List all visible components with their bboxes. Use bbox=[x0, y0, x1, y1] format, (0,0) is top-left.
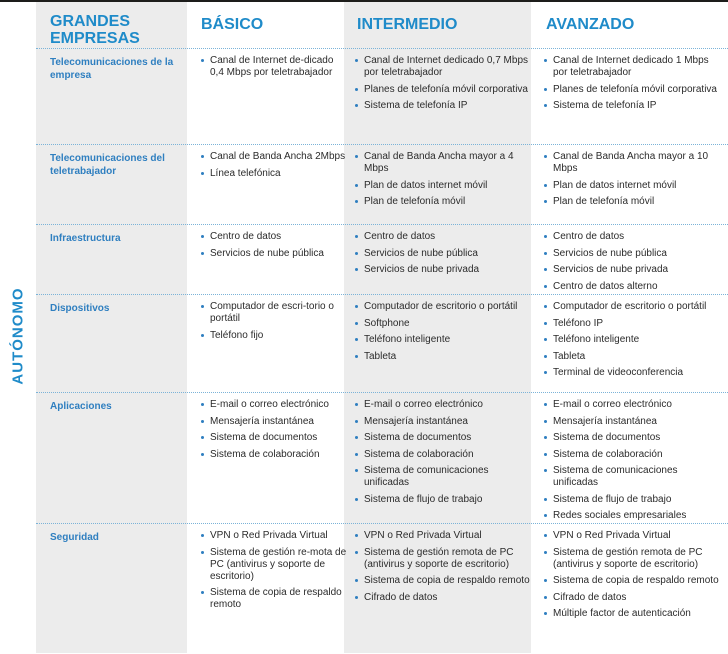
list-item: Múltiple factor de autenticación bbox=[543, 608, 721, 620]
list-item: Redes sociales empresariales bbox=[543, 510, 721, 522]
list-item: Tableta bbox=[543, 351, 721, 363]
list-item: Plan de telefonía móvil bbox=[543, 196, 721, 208]
list-item: Mensajería instantánea bbox=[200, 416, 348, 428]
header-avanzado: AVANZADO bbox=[546, 16, 635, 33]
list-item: E-mail o correo electrónico bbox=[543, 399, 721, 411]
list-item: Teléfono inteligente bbox=[354, 334, 532, 346]
avanzado-list bbox=[543, 301, 721, 384]
avanzado-list bbox=[543, 399, 721, 527]
list-item: E-mail o correo electrónico bbox=[354, 399, 532, 411]
avanzado-list bbox=[543, 231, 721, 297]
basico-list bbox=[200, 399, 348, 465]
intermedio-list bbox=[354, 231, 532, 281]
list-item: Servicios de nube pública bbox=[543, 248, 721, 260]
list-item: Planes de telefonía móvil corporativa bbox=[354, 84, 532, 96]
list-item: Computador de escritorio o portátil bbox=[543, 301, 721, 313]
list-item: Sistema de colaboración bbox=[543, 449, 721, 461]
list-item: Sistema de flujo de trabajo bbox=[354, 494, 532, 506]
avanzado-list bbox=[543, 151, 721, 213]
list-item: Computador de escri-torio o portátil bbox=[200, 301, 348, 325]
list-item: Centro de datos bbox=[354, 231, 532, 243]
header-intermedio: INTERMEDIO bbox=[357, 16, 458, 33]
list-item: Tableta bbox=[354, 351, 532, 363]
list-item: Línea telefónica bbox=[200, 168, 348, 180]
list-item: Centro de datos bbox=[543, 231, 721, 243]
row-category: Telecomunicaciones de la empresa bbox=[50, 57, 174, 81]
list-item: Servicios de nube privada bbox=[354, 264, 532, 276]
avanzado-list bbox=[543, 55, 721, 117]
basico-list bbox=[200, 301, 348, 346]
list-item: Sistema de copia de respaldo remoto bbox=[200, 587, 348, 611]
list-item: Plan de telefonía móvil bbox=[354, 196, 532, 208]
list-item: VPN o Red Privada Virtual bbox=[354, 530, 532, 542]
list-item: Canal de Internet dedicado 1 Mbps por teletrabajador bbox=[543, 55, 721, 79]
list-item: Mensajería instantánea bbox=[543, 416, 721, 428]
list-item: Servicios de nube pública bbox=[200, 248, 348, 260]
intermedio-list bbox=[354, 530, 532, 608]
list-item: Computador de escritorio o portátil bbox=[354, 301, 532, 313]
row-category: Seguridad bbox=[50, 532, 99, 543]
list-item: Softphone bbox=[354, 318, 532, 330]
row-category: Telecomunicaciones del teletrabajador bbox=[50, 153, 165, 177]
table-row-telecom-teletrabajador bbox=[36, 144, 728, 225]
row-category: Aplicaciones bbox=[50, 401, 112, 412]
list-item: Teléfono IP bbox=[543, 318, 721, 330]
list-item: Sistema de colaboración bbox=[354, 449, 532, 461]
avanzado-list bbox=[543, 530, 721, 625]
list-item: Cifrado de datos bbox=[543, 592, 721, 604]
list-item: Plan de datos internet móvil bbox=[543, 180, 721, 192]
list-item: Plan de datos internet móvil bbox=[354, 180, 532, 192]
list-item: Centro de datos alterno bbox=[543, 281, 721, 293]
basico-list bbox=[200, 530, 348, 616]
list-item: Sistema de documentos bbox=[200, 432, 348, 444]
row-category: Dispositivos bbox=[50, 303, 110, 314]
list-item: Sistema de gestión re-mota de PC (antivirus y soporte de escritorio) bbox=[200, 547, 348, 583]
table-row-telecom-empresa bbox=[36, 48, 728, 145]
list-item: Sistema de comunicaciones unificadas bbox=[543, 465, 721, 489]
list-item: Canal de Banda Ancha 2Mbps bbox=[200, 151, 348, 163]
list-item: Sistema de documentos bbox=[543, 432, 721, 444]
list-item: Sistema de gestión remota de PC (antivirus y soporte de escritorio) bbox=[354, 547, 532, 571]
list-item: Canal de Internet de-dicado 0,4 Mbps por teletrabajador bbox=[200, 55, 348, 79]
basico-list bbox=[200, 55, 348, 84]
list-item: E-mail o correo electrónico bbox=[200, 399, 348, 411]
list-item: Sistema de gestión remota de PC (antivirus y soporte de escritorio) bbox=[543, 547, 721, 571]
list-item: Cifrado de datos bbox=[354, 592, 532, 604]
table-row-seguridad bbox=[36, 523, 728, 654]
list-item: Sistema de copia de respaldo remoto bbox=[543, 575, 721, 587]
intermedio-list bbox=[354, 301, 532, 367]
list-item: Servicios de nube privada bbox=[543, 264, 721, 276]
list-item: Planes de telefonía móvil corporativa bbox=[543, 84, 721, 96]
header-basico: BÁSICO bbox=[201, 16, 264, 33]
list-item: Sistema de documentos bbox=[354, 432, 532, 444]
list-item: Canal de Banda Ancha mayor a 4 Mbps bbox=[354, 151, 532, 175]
list-item: Centro de datos bbox=[200, 231, 348, 243]
list-item: VPN o Red Privada Virtual bbox=[200, 530, 348, 542]
intermedio-list bbox=[354, 399, 532, 510]
list-item: Sistema de comunicaciones unificadas bbox=[354, 465, 532, 489]
header-grandes-empresas: GRANDES EMPRESAS bbox=[50, 13, 140, 47]
row-category: Infraestructura bbox=[50, 233, 121, 244]
table-row-aplicaciones bbox=[36, 392, 728, 524]
list-item: Sistema de telefonía IP bbox=[543, 100, 721, 112]
list-item: Teléfono inteligente bbox=[543, 334, 721, 346]
table-header bbox=[36, 2, 728, 48]
list-item: Sistema de telefonía IP bbox=[354, 100, 532, 112]
list-item: Mensajería instantánea bbox=[354, 416, 532, 428]
side-label-autonomo: AUTÓNOMO bbox=[9, 287, 27, 385]
basico-list bbox=[200, 231, 348, 264]
basico-list bbox=[200, 151, 348, 184]
table-row-dispositivos bbox=[36, 294, 728, 393]
list-item: Canal de Banda Ancha mayor a 10 Mbps bbox=[543, 151, 721, 175]
table-row-infraestructura bbox=[36, 224, 728, 295]
intermedio-list bbox=[354, 55, 532, 117]
list-item: VPN o Red Privada Virtual bbox=[543, 530, 721, 542]
list-item: Teléfono fijo bbox=[200, 330, 348, 342]
list-item: Sistema de copia de respaldo remoto bbox=[354, 575, 532, 587]
side-label-container bbox=[0, 0, 36, 653]
list-item: Servicios de nube pública bbox=[354, 248, 532, 260]
list-item: Sistema de colaboración bbox=[200, 449, 348, 461]
list-item: Sistema de flujo de trabajo bbox=[543, 494, 721, 506]
list-item: Terminal de videoconferencia bbox=[543, 367, 721, 379]
list-item: Canal de Internet dedicado 0,7 Mbps por teletrabajador bbox=[354, 55, 532, 79]
intermedio-list bbox=[354, 151, 532, 213]
